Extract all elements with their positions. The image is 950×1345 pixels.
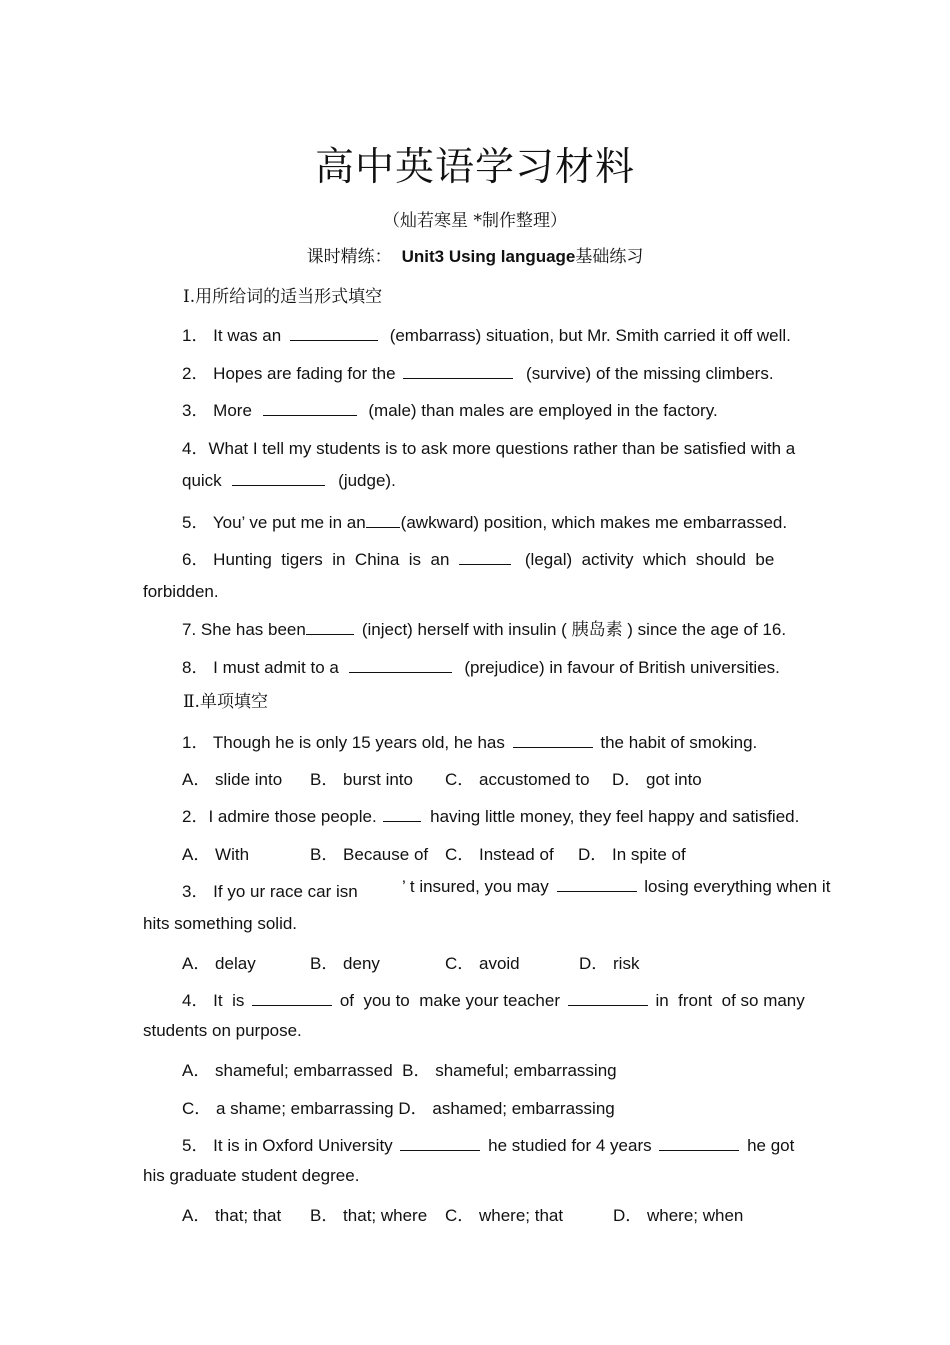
s2-question-1: 1． Though he is only 15 years old, he has the habit of smoking.	[182, 733, 758, 752]
s2-question-4-options-ab: A． shameful; embarrassed B． shameful; embarrassing	[182, 1061, 617, 1080]
s1-question-5: 5． You’ ve put me in an (awkward) position, which makes me embarrassed.	[182, 513, 788, 532]
option-d: D． got into	[612, 770, 702, 789]
option-b: B． burst into	[310, 770, 413, 789]
s1-question-2: 2． Hopes are fading for the (survive) of the missing climbers.	[182, 364, 774, 383]
answer-blank	[400, 1136, 480, 1151]
option-c: C． accustomed to	[445, 770, 590, 789]
answer-blank	[403, 364, 513, 379]
s2-question-3-cont: hits something solid.	[143, 914, 298, 933]
s1-question-7: 7. She has been (inject) herself with insulin ( 胰岛素 ) since the age of 16.	[182, 620, 787, 639]
s1-question-6: 6． Hunting tigers in China is an (legal) activity which should be	[182, 550, 775, 569]
option-d: D． where; when	[613, 1206, 744, 1225]
s1-question-8: 8． I must admit to a (prejudice) in favour of British universities.	[182, 658, 780, 677]
answer-blank	[290, 326, 378, 341]
s1-question-4-cont: quick (judge).	[182, 471, 396, 490]
answer-blank	[366, 513, 400, 528]
option-c: C． where; that	[445, 1206, 564, 1225]
lesson-suffix: 基础练习	[575, 247, 644, 266]
document-page: 高中英语学习材料 （灿若寒星 *制作整理） 课时精练： Unit3 Using language基础练习 Ⅰ.用所给词的适当形式填空 1． It was an (embarrass) situation, but Mr. Smith carried it off well. 2． Hopes are fading for the (survive) of the missing climbers. 3． More (male) than males are employed in the factory. 4．What I tell my students is to ask more questions rather than be satisfied with a quick (judge). 5． You’ ve put me in an (awkward) position, which makes me embarrassed. 6． Hunting tigers in China is an (legal) activity which should be forbidden. 7. She has been (inject) herself with insulin ( 胰岛素 ) since the age of 16. 8． I must admit to a (prejudice) in favour of British universities. Ⅱ.单项填空 1． Though he is only 15 years old, he has the habit of smoking. A． slide into B． burst into C． accustomed to D． got into 2．I admire those people. having little money, they feel happy and satisfied. A． With B． Because of C． Instead of D． In spite of 3． If yo ur race car isn ’ t insured, you may losing everything when it hits something solid. A． delay B． deny C． avoid D． risk 4． It is of you to make your teacher in front of so many students on purpose. A． shameful; embarrassed B． shameful; embarrassing C． a shame; embarrassing D． ashamed; embarrassing 5． It is in Oxford University he studied for 4 years he got his graduate student degree. A． that; that B． that; where C． where; that D． where; when	[0, 0, 950, 1345]
page-subtitle: （灿若寒星 *制作整理）	[383, 211, 567, 231]
answer-blank	[459, 550, 511, 565]
answer-blank	[306, 620, 354, 635]
answer-blank	[383, 807, 421, 822]
answer-blank	[568, 991, 648, 1006]
answer-blank	[349, 658, 452, 673]
lesson-prefix: 课时精练：	[306, 247, 392, 267]
option-d: D． In spite of	[578, 845, 686, 864]
s1-question-6-cont: forbidden.	[143, 582, 219, 601]
s1-question-4: 4．What I tell my students is to ask more questions rather than be satisfied with a	[182, 439, 796, 458]
option-a: A． With	[182, 845, 250, 864]
option-b: B． Because of	[310, 845, 429, 864]
answer-blank	[513, 733, 593, 748]
option-b: B． that; where	[310, 1206, 428, 1225]
s2-question-5: 5． It is in Oxford University he studied for 4 years he got	[182, 1136, 795, 1155]
page-title: 高中英语学习材料	[314, 145, 635, 190]
option-a: A． delay	[182, 954, 256, 973]
answer-blank	[557, 877, 637, 892]
answer-blank	[263, 401, 357, 416]
s1-question-1: 1． It was an (embarrass) situation, but Mr. Smith carried it off well.	[182, 326, 791, 345]
s2-question-4-options-cd: C． a shame; embarrassing D． ashamed; embarrassing	[182, 1099, 615, 1118]
section-2-heading: Ⅱ.单项填空	[183, 692, 268, 712]
option-a: A． slide into	[182, 770, 283, 789]
option-d: D． risk	[579, 954, 640, 973]
s1-question-3: 3． More (male) than males are employed in the factory.	[182, 401, 718, 420]
s2-question-2: 2．I admire those people. having little money, they feel happy and satisfied.	[182, 807, 800, 826]
option-a: A． that; that	[182, 1206, 282, 1225]
option-b: B． deny	[310, 954, 380, 973]
s2-question-4-cont: students on purpose.	[143, 1021, 302, 1040]
option-c: C． avoid	[445, 954, 520, 973]
s2-question-5-cont: his graduate student degree.	[143, 1166, 360, 1185]
lesson-unit: Unit3 Using language	[401, 247, 576, 266]
lesson-heading	[0, 242, 950, 267]
s2-question-4: 4． It is of you to make your teacher in front of so many	[182, 991, 805, 1010]
answer-blank	[232, 471, 325, 486]
option-c: C． Instead of	[445, 845, 554, 864]
section-1-heading: Ⅰ.用所给词的适当形式填空	[183, 287, 383, 307]
answer-blank	[252, 991, 332, 1006]
answer-blank	[659, 1136, 739, 1151]
